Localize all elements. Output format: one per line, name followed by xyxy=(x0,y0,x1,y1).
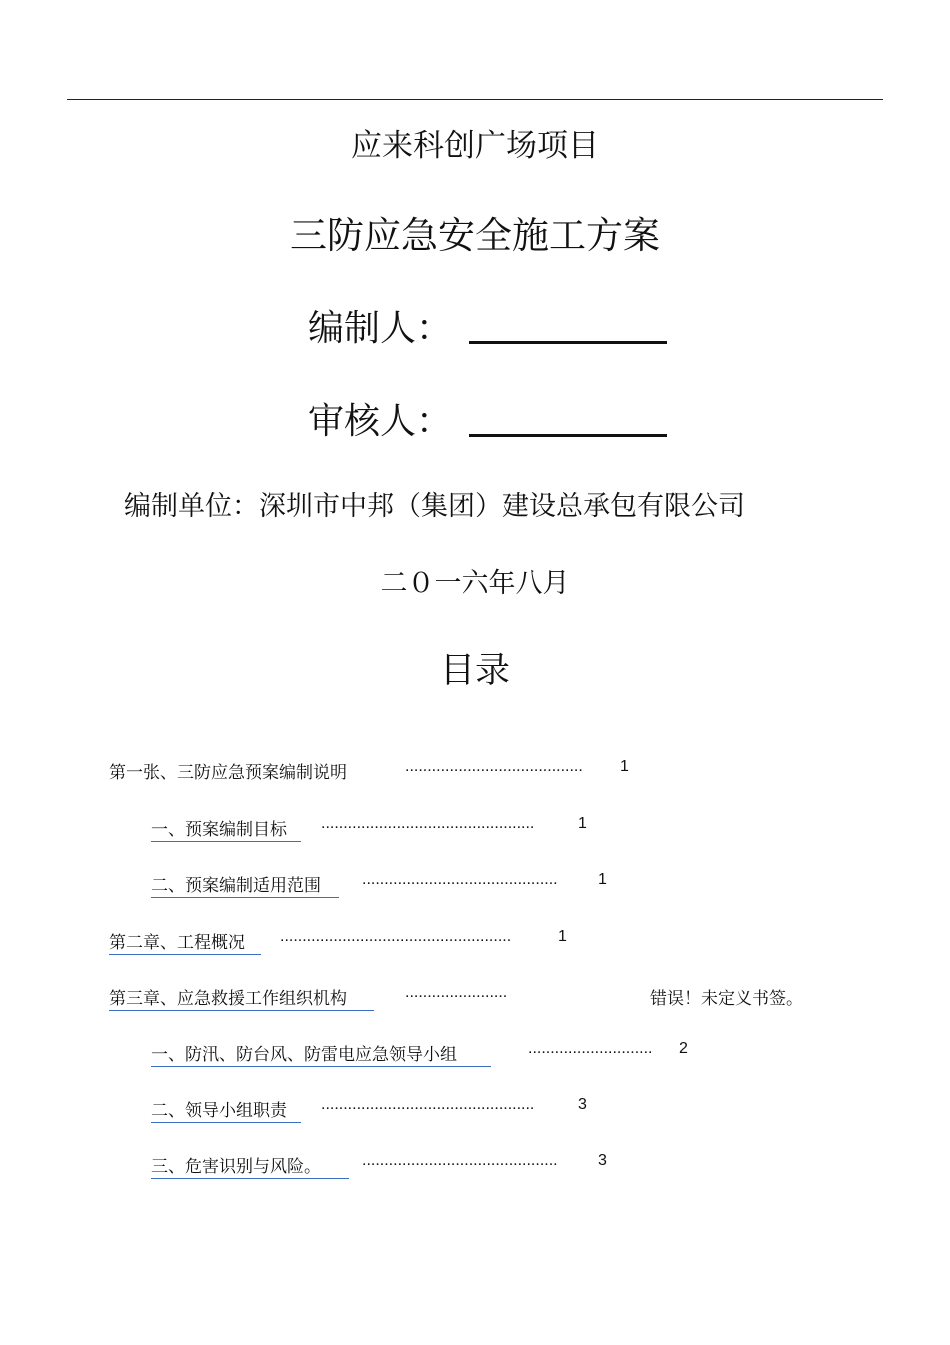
toc-dot-leader: ............................................ xyxy=(362,871,558,888)
toc-dot-leader: ............................................ xyxy=(362,1152,558,1169)
reviewer-label: 审核人： xyxy=(308,401,453,442)
toc-error-text: 错误！未定义书签。 xyxy=(650,989,803,1009)
toc-page-number: 1 xyxy=(558,928,567,945)
editor-signature-line xyxy=(469,341,667,344)
plan-title: 三防应急安全施工方案 xyxy=(290,214,660,257)
toc-dot-leader: ................................................ xyxy=(321,1096,535,1113)
toc-page-number: 1 xyxy=(578,815,587,832)
toc-page-number: 1 xyxy=(620,758,629,775)
toc-entry-title[interactable]: 第二章、工程概况 xyxy=(109,928,261,955)
project-name: 应来科创广场项目 xyxy=(351,128,599,164)
toc-dot-leader: .................................................... xyxy=(280,928,512,945)
editor-label: 编制人： xyxy=(308,308,453,349)
toc-page-number: 1 xyxy=(598,871,607,888)
organization-line: 编制单位：深圳市中邦（集团）建设总承包有限公司 xyxy=(124,491,745,522)
toc-page-number: 2 xyxy=(679,1040,688,1057)
header-rule xyxy=(67,99,883,100)
toc-entry-title[interactable]: 三、危害识别与风险。 xyxy=(151,1152,349,1179)
toc-dot-leader: ............................ xyxy=(528,1040,653,1057)
toc-entry-title[interactable]: 第三章、应急救援工作组织机构 xyxy=(109,984,374,1011)
toc-heading: 目录 xyxy=(439,651,510,691)
toc-entry-title[interactable]: 二、领导小组职责 xyxy=(151,1096,301,1123)
toc-page-number: 3 xyxy=(598,1152,607,1169)
toc-entry-title[interactable]: 一、预案编制目标 xyxy=(151,815,301,842)
toc-entry-title[interactable]: 第一张、三防应急预案编制说明 xyxy=(109,763,347,783)
reviewer-signature-line xyxy=(469,434,667,437)
document-date: 二０一六年八月 xyxy=(380,568,570,599)
toc-dot-leader: ........................................ xyxy=(405,758,583,775)
toc-entry-title[interactable]: 一、防汛、防台风、防雷电应急领导小组 xyxy=(151,1040,491,1067)
toc-page-number: 3 xyxy=(578,1096,587,1113)
toc-dot-leader: ....................... xyxy=(405,984,508,1001)
toc-entry-title[interactable]: 二、预案编制适用范围 xyxy=(151,871,339,898)
toc-dot-leader: ................................................ xyxy=(321,815,535,832)
